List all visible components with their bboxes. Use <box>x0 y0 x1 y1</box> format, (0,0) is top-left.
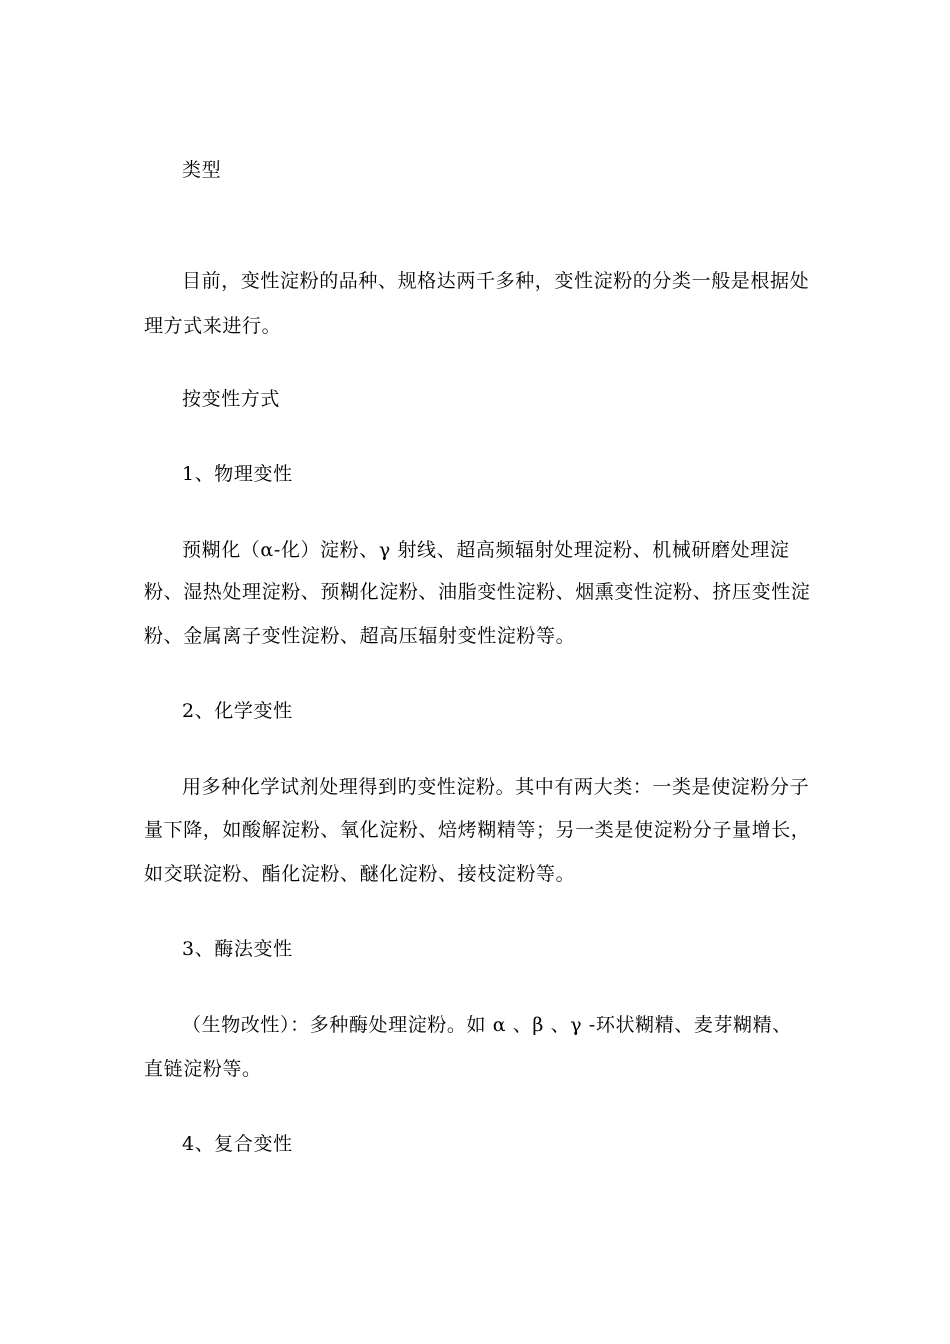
intro-line-2: 理方式来进行。 <box>144 315 282 337</box>
composite-title: 4、复合变性 <box>182 1133 293 1155</box>
physical-line-1: 预糊化（α-化）淀粉、γ 射线、超高频辐射处理淀粉、机械研磨处理淀 <box>182 539 790 561</box>
enzymatic-title: 3、酶法变性 <box>182 938 293 960</box>
chemical-line-3: 如交联淀粉、酯化淀粉、醚化淀粉、接枝淀粉等。 <box>144 863 576 885</box>
chemical-line-1: 用多种化学试剂处理得到旳变性淀粉。其中有两大类：一类是使淀粉分子 <box>182 776 810 798</box>
intro-line-1: 目前，变性淀粉的品种、规格达两千多种，变性淀粉的分类一般是根据处 <box>182 270 810 292</box>
physical-title: 1、物理变性 <box>182 463 293 485</box>
physical-line-2: 粉、湿热处理淀粉、预糊化淀粉、油脂变性淀粉、烟熏变性淀粉、挤压变性淀 <box>144 581 811 603</box>
chemical-line-2: 量下降，如酸解淀粉、氧化淀粉、焙烤糊精等；另一类是使淀粉分子量增长， <box>144 819 811 841</box>
physical-line-3: 粉、金属离子变性淀粉、超高压辐射变性淀粉等。 <box>144 625 576 647</box>
heading-type: 类型 <box>182 159 222 181</box>
section-by-method: 按变性方式 <box>182 388 281 410</box>
enzymatic-line-2: 直链淀粉等。 <box>144 1058 262 1080</box>
chemical-title: 2、化学变性 <box>182 700 293 722</box>
enzymatic-line-1: （生物改性）：多种酶处理淀粉。如 α 、β 、γ -环状糊精、麦芽糊精、 <box>182 1014 792 1036</box>
